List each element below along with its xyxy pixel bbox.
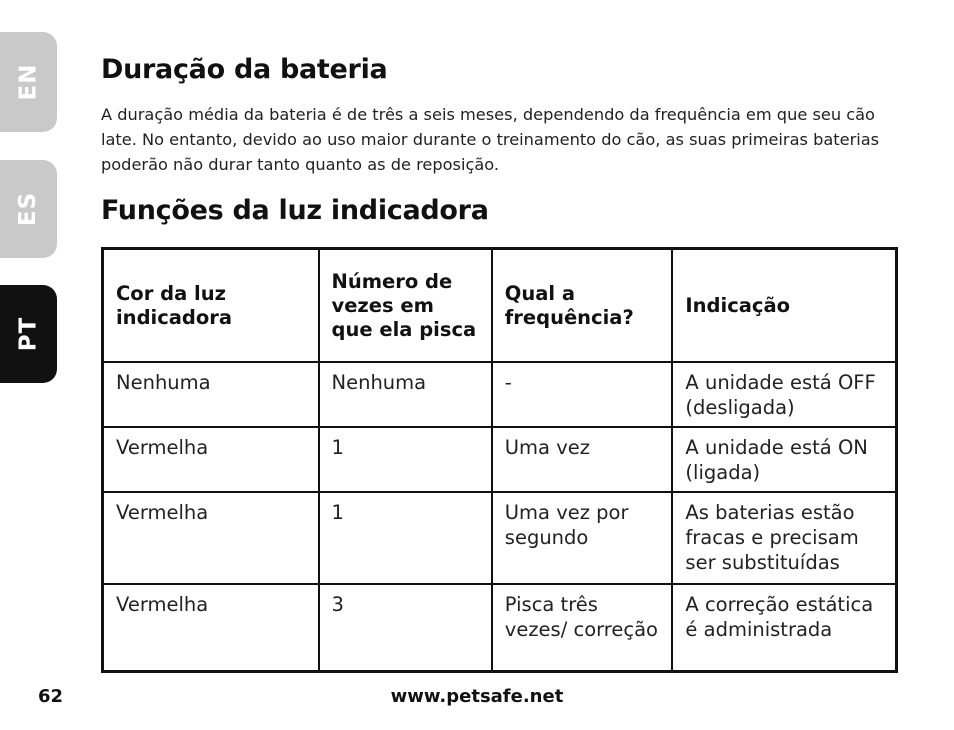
header-frequency: Qual a frequência? <box>492 249 673 362</box>
table-cell: Vermelha <box>103 427 319 492</box>
table-row <box>103 584 897 672</box>
table-cell: Vermelha <box>103 584 319 672</box>
battery-paragraph: A duração média da bateria é de três a seis meses, dependendo da frequência em que seu cão late. No entanto, devido ao uso maior durante o treinamento do cão, as suas primeiras baterias poderão não durar tanto quanto as de reposição. <box>101 105 880 174</box>
table-cell: Uma vez <box>492 427 673 492</box>
header-indication: Indicação <box>672 249 896 362</box>
indicator-table <box>101 247 898 673</box>
table-cell: Nenhuma <box>319 362 492 427</box>
tab-en-label: EN <box>15 63 42 101</box>
table-cell: Pisca três vezes/ correção <box>492 584 673 672</box>
website-url[interactable]: www.petsafe.net <box>390 686 564 707</box>
tab-pt-label: PT <box>15 316 42 352</box>
table-cell: 1 <box>319 427 492 492</box>
table-row <box>103 492 897 584</box>
table-cell: Uma vez por segundo <box>492 492 673 584</box>
battery-title: Duração da bateria <box>101 54 388 85</box>
tab-en[interactable] <box>0 32 57 132</box>
table-cell: 1 <box>319 492 492 584</box>
table-row <box>103 427 897 492</box>
table-cell: As baterias estão fracas e precisam ser substituídas <box>672 492 896 584</box>
table-row <box>103 362 897 427</box>
table-header-row <box>103 249 897 362</box>
table-cell: A unidade está OFF (desligada) <box>672 362 896 427</box>
table-cell: - <box>492 362 673 427</box>
tab-es[interactable] <box>0 160 57 258</box>
header-color: Cor da luz indicadora <box>103 249 319 362</box>
header-blink-count: Número de vezes em que ela pisca <box>319 249 492 362</box>
table-cell: Vermelha <box>103 492 319 584</box>
table-cell: Nenhuma <box>103 362 319 427</box>
table-cell: 3 <box>319 584 492 672</box>
page-number: 62 <box>38 686 64 707</box>
tab-pt[interactable] <box>0 285 57 383</box>
tab-es-label: ES <box>15 191 42 227</box>
table-cell: A unidade está ON (ligada) <box>672 427 896 492</box>
indicator-title: Funções da luz indicadora <box>101 195 489 226</box>
table-cell: A correção estática é administrada <box>672 584 896 672</box>
